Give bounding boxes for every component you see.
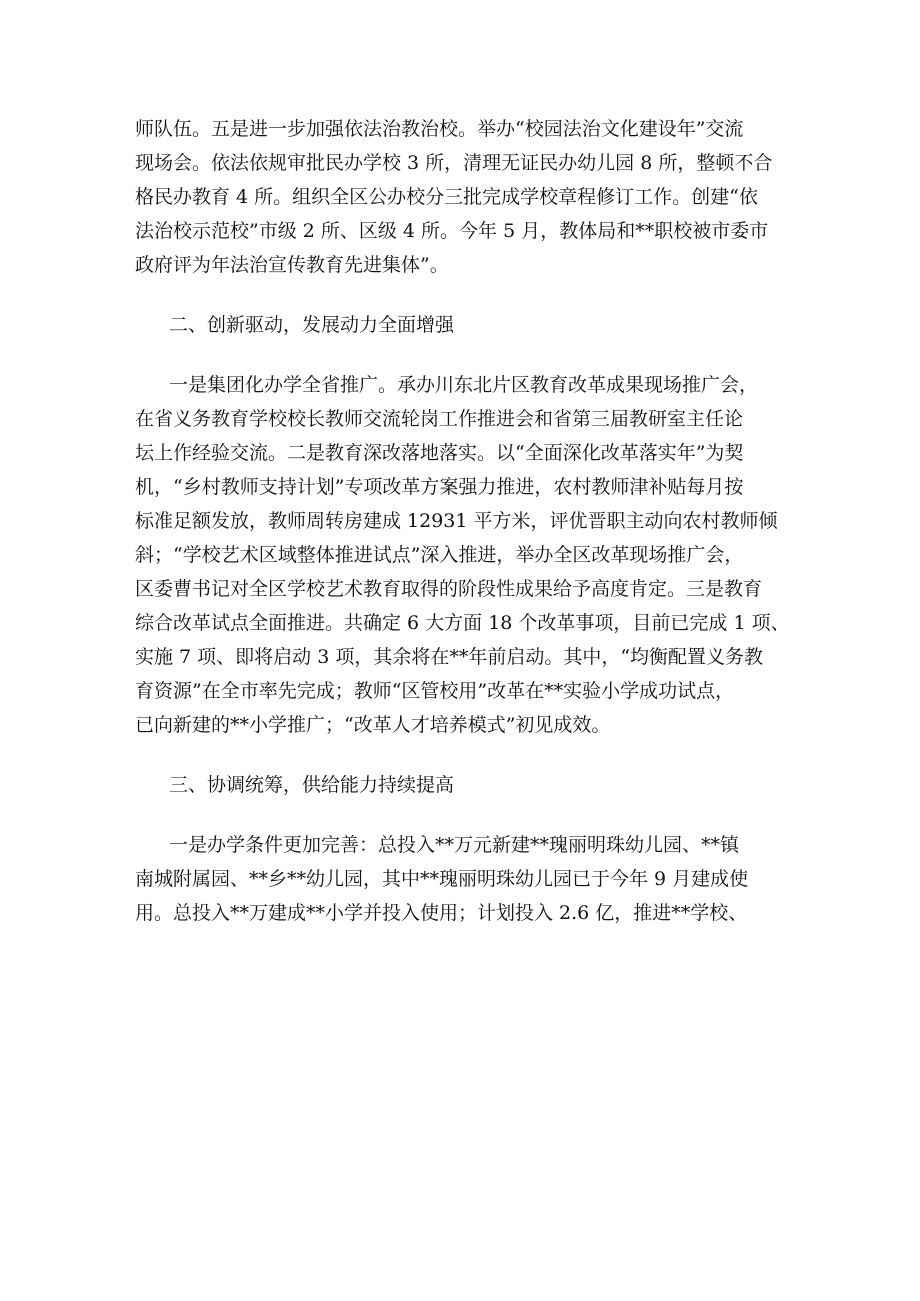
text-line: 机，“乡村教师支持计划”专项改革方案强力推进，农村教师津补贴每月按 xyxy=(135,476,744,498)
text-line: 一是集团化办学全省推广。承办川东北片区教育改革成果现场推广会， xyxy=(169,374,759,396)
text-line: 坛上作经验交流。二是教育深改落地落实。以“全面深化改革落实年”为契 xyxy=(135,442,744,464)
text-line: 现场会。依法依规审批民办学校 3 所，清理无证民办幼儿园 8 所，整顿不合 xyxy=(135,152,773,174)
text-line: 法治校示范校”市级 2 所、区级 4 所。今年 5 月，教体局和**职校被市委市 xyxy=(135,220,769,242)
text-line: 育资源”在全市率先完成；教师“区管校用”改革在**实验小学成功试点， xyxy=(135,680,735,702)
spacer xyxy=(135,342,795,368)
text-line: 格民办教育 4 所。组织全区公办校分三批完成学校章程修订工作。创建“依 xyxy=(135,186,758,208)
spacer xyxy=(135,742,795,768)
text-line: 一是办学条件更加完善：总投入**万元新建**瑰丽明珠幼儿园、**镇 xyxy=(169,834,740,856)
text-line: 在省义务教育学校校长教师交流轮岗工作推进会和省第三届教研室主任论 xyxy=(135,408,744,430)
text-line: 已向新建的**小学推广；“改革人才培养模式”初见成效。 xyxy=(135,714,611,736)
text-line: 标准足额发放，教师周转房建成 12931 平方米，评优晋职主动向农村教师倾 xyxy=(135,510,778,532)
section-heading-2: 二、创新驱动，发展动力全面增强 xyxy=(169,314,455,336)
text-line: 实施 7 项、即将启动 3 项，其余将在**年前启动。其中，“均衡配置义务教 xyxy=(135,646,764,668)
paragraph-1 xyxy=(135,112,795,282)
section-heading-3: 三、协调统筹，供给能力持续提高 xyxy=(169,774,455,796)
text-line: 区委曹书记对全区学校艺术教育取得的阶段性成果给予高度肯定。三是教育 xyxy=(135,578,763,600)
text-line: 用。总投入**万建成**小学并投入使用；计划投入 2.6 亿，推进**学校、 xyxy=(135,902,748,924)
text-line: 斜；“学校艺术区域整体推进试点”深入推进，举办全区改革现场推广会， xyxy=(135,544,744,566)
document-page xyxy=(135,112,795,930)
text-line: 综合改革试点全面推进。共确定 6 大方面 18 个改革事项，目前已完成 1 项、 xyxy=(135,612,790,634)
spacer xyxy=(135,802,795,828)
spacer xyxy=(135,282,795,308)
paragraph-2 xyxy=(135,368,795,742)
text-line: 师队伍。五是进一步加强依法治教治校。举办“校园法治文化建设年”交流 xyxy=(135,118,744,140)
paragraph-3 xyxy=(135,828,795,930)
text-line: 政府评为年法治宣传教育先进集体”。 xyxy=(135,254,449,276)
text-line: 南城附属园、**乡**幼儿园，其中**瑰丽明珠幼儿园已于今年 9 月建成使 xyxy=(135,868,749,890)
